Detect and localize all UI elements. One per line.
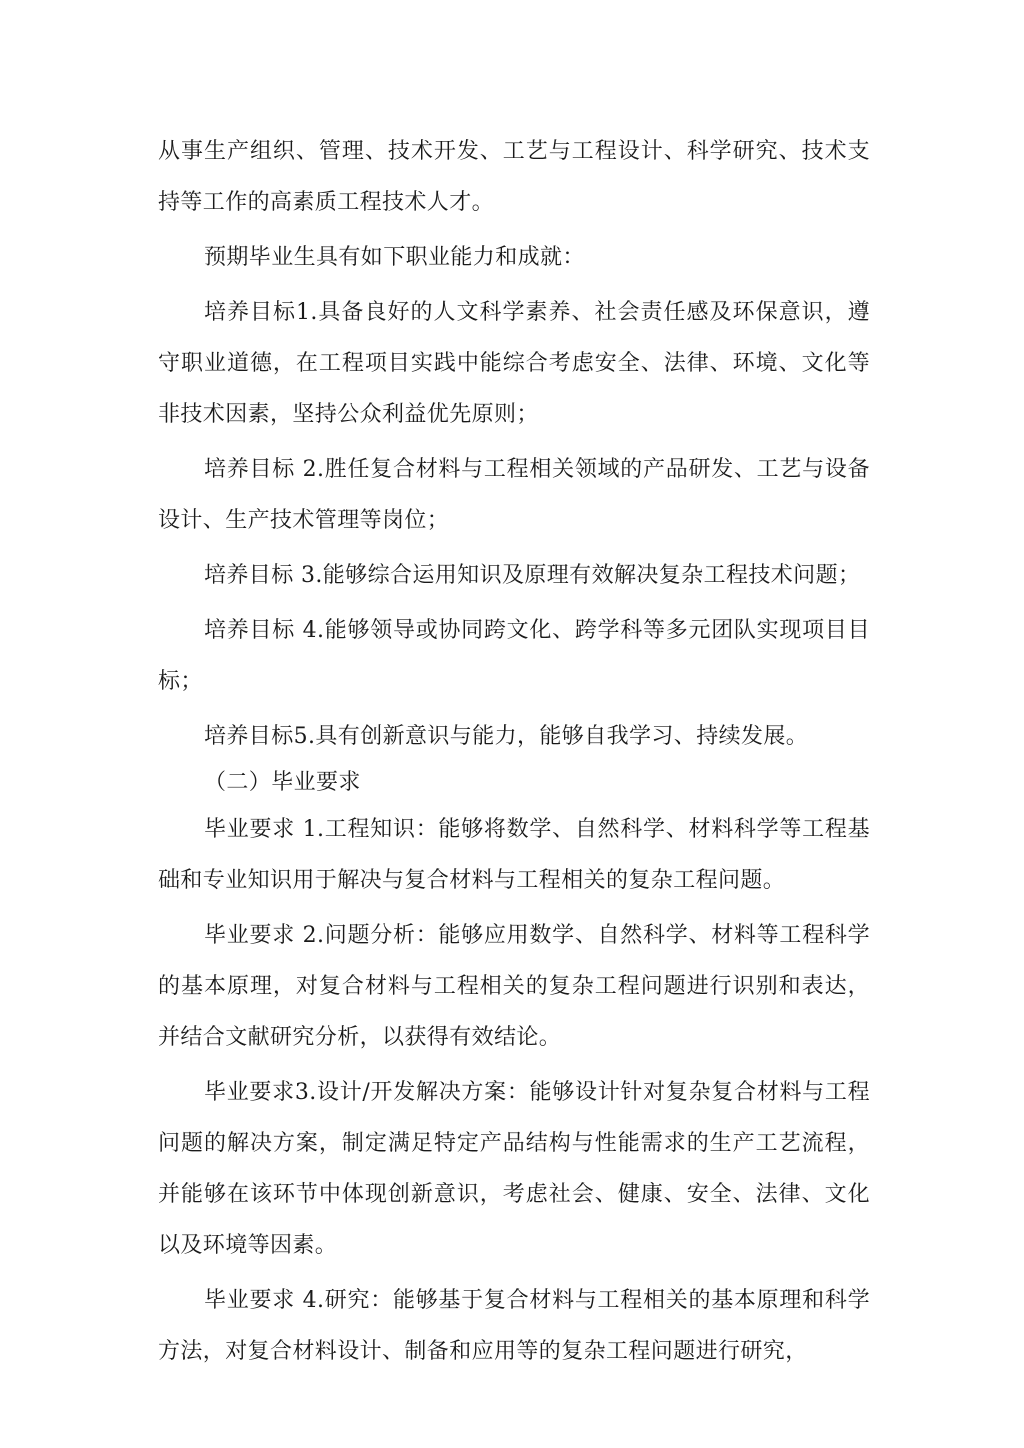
paragraph-requirement-1: 毕业要求 1.工程知识：能够将数学、自然科学、材料科学等工程基础和专业知识用于解决与复合材料与工程相关的复杂工程问题。 (158, 817, 870, 893)
paragraph-requirement-4: 毕业要求 4.研究：能够基于复合材料与工程相关的基本原理和科学方法，对复合材料设计、制备和应用等的复杂工程问题进行研究， (158, 1288, 870, 1364)
paragraph-objective-5: 培养目标5.具有创新意识与能力，能够自我学习、持续发展。 (204, 724, 809, 749)
paragraph-objective-2: 培养目标 2.胜任复合材料与工程相关领域的产品研发、工艺与设备设计、生产技术管理等岗位； (158, 457, 870, 533)
document-body (158, 126, 870, 1377)
section-heading: （二）毕业要求 (204, 770, 361, 795)
paragraph-intro: 预期毕业生具有如下职业能力和成就： (204, 245, 585, 270)
paragraph-objective-1: 培养目标1.具备良好的人文科学素养、社会责任感及环保意识，遵守职业道德，在工程项目实践中能综合考虑安全、法律、环境、文化等非技术因素，坚持公众利益优先原则； (158, 300, 870, 427)
paragraph-requirement-3: 毕业要求3.设计/开发解决方案：能够设计针对复杂复合材料与工程问题的解决方案，制定满足特定产品结构与性能需求的生产工艺流程，并能够在该环节中体现创新意识，考虑社会、健康、安全、法律、文化以及环境等因素。 (158, 1080, 870, 1258)
paragraph-objective-4: 培养目标 4.能够领导或协同跨文化、跨学科等多元团队实现项目目标； (158, 618, 870, 694)
paragraph-continuation: 从事生产组织、管理、技术开发、工艺与工程设计、科学研究、技术支持等工作的高素质工程技术人才。 (158, 139, 870, 215)
paragraph-objective-3: 培养目标 3.能够综合运用知识及原理有效解决复杂工程技术问题； (204, 563, 861, 588)
paragraph-requirement-2: 毕业要求 2.问题分析：能够应用数学、自然科学、材料等工程科学的基本原理，对复合材料与工程相关的复杂工程问题进行识别和表达，并结合文献研究分析，以获得有效结论。 (158, 923, 870, 1050)
